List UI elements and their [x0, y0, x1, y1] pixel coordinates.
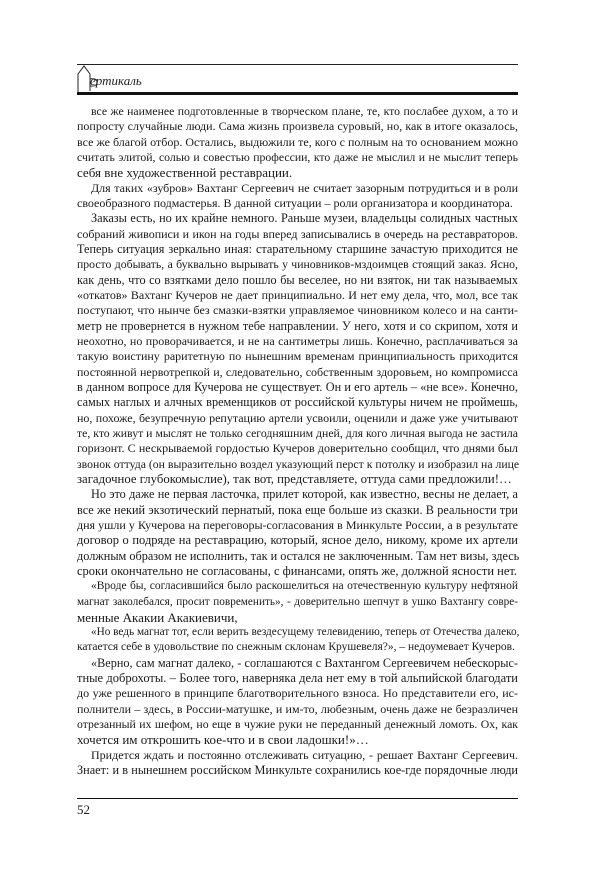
text-line: в данном вопросе для Кучерова не существует. Он и его артель – «не все». Конечно, — [77, 379, 518, 394]
text-line: такую воистину раритетную по нынешним временам принципиальность приходится — [77, 349, 518, 364]
article-body — [77, 104, 518, 778]
text-line: катается себе в удовольствие по снежным склонам Крушевеля?», – недоумевает Кучеров. — [77, 641, 515, 654]
text-line: собраний живописи и икон на годы вперед записывались в очередь на реставраторов. — [77, 226, 518, 241]
text-line: просто добывать, а буквально вырывать у чиновников-мздоимцев стоящий заказ. Ясно, — [77, 258, 518, 272]
text-line: дня ушли у Кучерова на переговоры-согласования в Минкульте России, а в результате — [77, 517, 518, 532]
text-line: должным образом не исполнить, так и остался не заключенным. Там нет визы, здесь — [77, 548, 520, 563]
text-line: себя вне художественной реставрации. — [77, 165, 293, 181]
text-line: горизонт. С нескрываемой гордостью Кучеров доверительно сообщил, что днями был — [77, 441, 518, 456]
text-line: все же благой отбор. Остались, выдюжили те, кого с полным на то основанием можно — [77, 134, 518, 149]
text-line: звонок оттуда (он выразительно воздел указующий перст к потолку и изобразил на лице — [77, 457, 520, 471]
text-line: постоянной нервотрепкой и, следовательно, собственным здоровьем, но компромисса — [77, 364, 518, 379]
text-line: Для таких «зубров» Вахтанг Сергеевич не считает зазорным потрудиться и в роли — [91, 180, 518, 195]
text-line: неохотно, но проворачивается, и не на сантиметры лишь. Конечно, расплачиваться за — [77, 333, 518, 348]
text-line: Заказы есть, но их крайне немного. Раньше музеи, владельцы солидных частных — [91, 211, 518, 226]
text-line: отрезанный их шефом, но еще в чужие руки не переданный денежный ломоть. Ох, как — [77, 718, 518, 732]
text-line: Теперь ситуация зеркально иная: старательному старшине зачастую приходится не — [77, 241, 518, 256]
text-line: те, кто живут и мыслят не только сегодняшним дней, для кого личная выгода не застила — [77, 426, 518, 440]
text-line: тные доброхоты. – Более того, наверняка дела нет ему в той альпийской благодати — [77, 671, 518, 686]
text-line: магнат заколебался, просит повременить», - доверительно шепчут в ушко Вахтангу совре- — [77, 595, 518, 608]
text-line: «Но ведь магнат тот, если верить вездесущему телевидению, теперь от Отечества далеко, — [91, 626, 520, 639]
text-line: сроки окончательно не согласованы, с финансами, опять же, должной ясности нет. — [77, 563, 518, 578]
text-line: Придется ждать и постоянно отслеживать ситуацию, - решает Вахтанг Сергеевич. — [91, 747, 518, 762]
text-line: «Верно, сам магнат далеко, - соглашаются с Вахтангом Сергеевичем небескорыс- — [91, 655, 518, 670]
text-line: договор о подряде на реставрацию, который, ясное дело, никому, кроме их артели — [77, 533, 518, 548]
text-line: полнители – здесь, в России-матушке, и им-то, любезным, очень даже не безразличен — [77, 701, 518, 716]
text-line: все же наименее подготовленные в творческом плане, те, кто послабее духом, а то и — [91, 105, 518, 118]
text-line: попросту случайные люди. Сама жизнь произвела суровый, но, как в итоге оказалось, — [77, 119, 518, 134]
text-line: своеобразного подмастерья. В данной ситуации – роли организатора и координатора. — [77, 195, 513, 210]
text-line: как день, что со взятками дело пошло бы веселее, но ни взяток, ни так называемых — [77, 272, 518, 287]
page-number: 52 — [77, 802, 90, 817]
text-line: поступают, что нынче без смазки-взятки управляемое чиновником колесо и на санти- — [77, 303, 518, 318]
text-line: все же некий экзотический пернатый, пока еще больше из сказки. В реальности три — [77, 502, 518, 517]
journal-title: ертикаль — [90, 73, 142, 88]
text-line: хочется им открошить кое-что и в свои ладошки!»… — [77, 732, 369, 748]
text-line: менные Акакии Акакиевичи, — [77, 609, 238, 625]
text-line: «Вроде бы, согласившийся было раскошелиться на отечественную культуру нефтяной — [91, 580, 518, 593]
text-line: считать элитой, солью и совестью профессии, кто даже не мыслил и не мыслит теперь — [77, 150, 518, 164]
footer-rule — [77, 798, 518, 799]
text-line: метр не провернется в нужном тебе направлении. У него, хотя и со скрипом, хотя и — [77, 318, 518, 333]
text-line: Знает: и в нынешнем российском Минкульте сохранились кое-где порядочные люди — [77, 763, 518, 778]
text-line: самых наглых и алчных временщиков от российской культуры ничем не проймешь, — [77, 395, 518, 410]
header-thick-rule — [77, 92, 518, 95]
text-line: Но это даже не первая ласточка, прилет которой, как известно, весны не делает, а — [91, 487, 518, 502]
text-line: «откатов» Вахтанг Кучеров не дает принципиально. И нет ему дела, что, мол, все так — [77, 287, 518, 302]
text-line: но, похоже, безупречную репутацию артели усвоили, оценили и даже уже учитывают — [77, 410, 518, 425]
text-line: до уже решенного в принципе благотворительного взноса. Но представители его, ис- — [77, 686, 518, 701]
text-line: загадочное глубокомыслие), так вот, представляете, оттуда сами предложили!… — [77, 471, 512, 486]
